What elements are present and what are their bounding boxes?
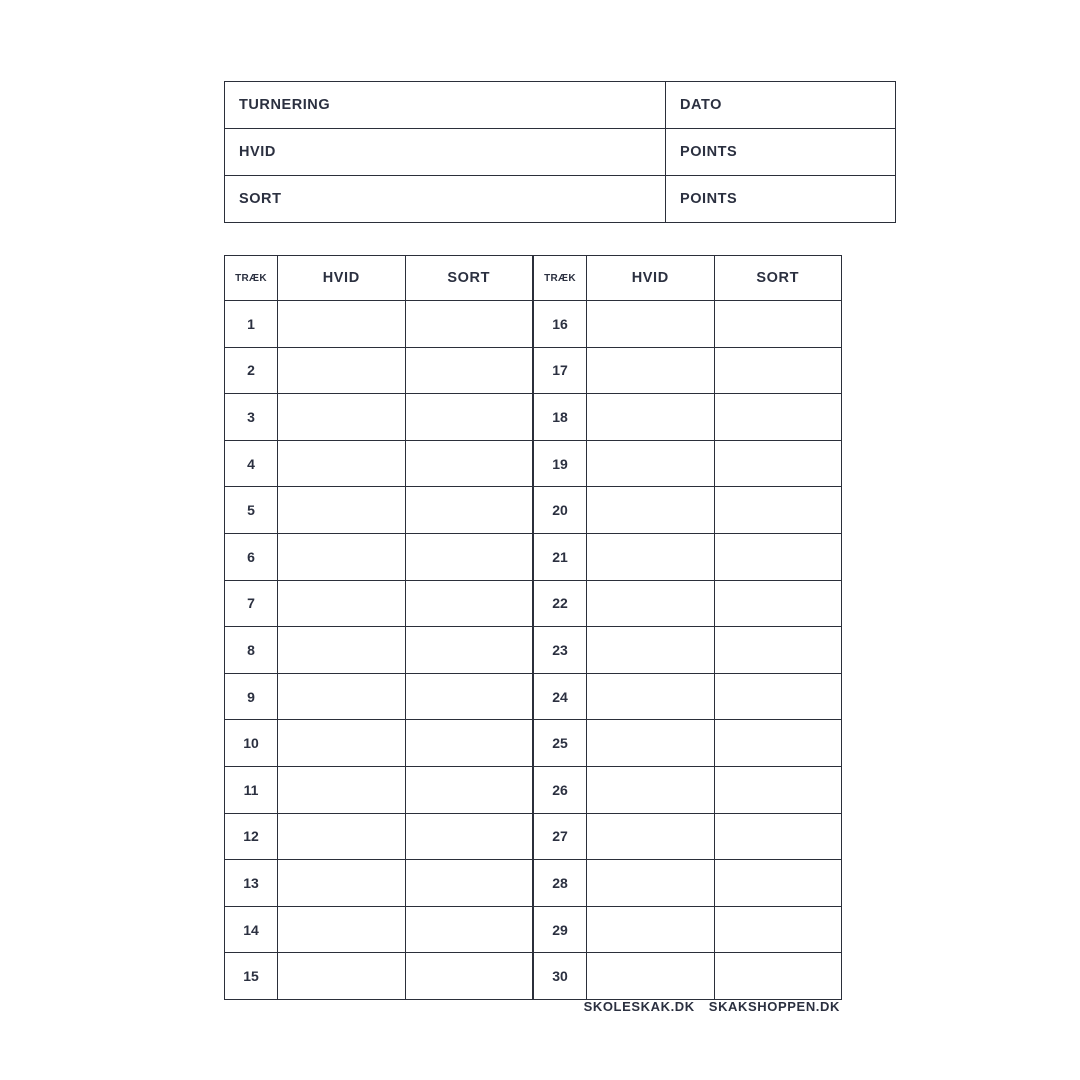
header-black-left: SORT <box>405 256 533 301</box>
move-number: 26 <box>534 766 587 813</box>
move-number: 30 <box>534 953 587 1000</box>
black-move-cell[interactable] <box>405 440 533 487</box>
black-move-cell[interactable] <box>405 580 533 627</box>
white-move-cell[interactable] <box>587 673 715 720</box>
table-row <box>534 906 842 953</box>
white-move-cell[interactable] <box>278 860 406 907</box>
move-number: 22 <box>534 580 587 627</box>
black-move-cell[interactable] <box>405 953 533 1000</box>
black-move-cell[interactable] <box>714 301 842 348</box>
black-move-cell[interactable] <box>714 720 842 767</box>
move-number: 18 <box>534 394 587 441</box>
move-number: 24 <box>534 673 587 720</box>
black-move-cell[interactable] <box>714 580 842 627</box>
black-move-cell[interactable] <box>714 860 842 907</box>
move-number: 6 <box>225 533 278 580</box>
footer-skakshoppen-text: SKAKSHOPPEN.DK <box>708 999 840 1014</box>
game-info-row-white <box>225 129 896 176</box>
table-row <box>534 301 842 348</box>
white-move-cell[interactable] <box>587 766 715 813</box>
black-move-cell[interactable] <box>714 953 842 1000</box>
black-move-cell[interactable] <box>714 813 842 860</box>
move-number: 15 <box>225 953 278 1000</box>
move-number: 29 <box>534 906 587 953</box>
table-row <box>534 394 842 441</box>
black-move-cell[interactable] <box>405 813 533 860</box>
table-row <box>534 533 842 580</box>
move-number: 2 <box>225 347 278 394</box>
table-row <box>225 533 533 580</box>
black-move-cell[interactable] <box>714 906 842 953</box>
white-points-label: POINTS <box>666 129 896 176</box>
header-white-left: HVID <box>278 256 406 301</box>
white-move-cell[interactable] <box>278 813 406 860</box>
white-move-cell[interactable] <box>278 673 406 720</box>
black-player-label: SORT <box>225 176 666 223</box>
table-row <box>225 627 533 674</box>
move-number: 3 <box>225 394 278 441</box>
header-move-number-left: TRÆK <box>225 256 278 301</box>
move-table-left <box>224 255 533 1000</box>
black-move-cell[interactable] <box>405 720 533 767</box>
black-move-cell[interactable] <box>405 301 533 348</box>
white-move-cell[interactable] <box>587 627 715 674</box>
black-move-cell[interactable] <box>714 766 842 813</box>
table-row <box>534 813 842 860</box>
footer-skoleskak-text: SKOLESKAK.DK <box>583 999 695 1014</box>
table-row <box>534 720 842 767</box>
white-move-cell[interactable] <box>278 580 406 627</box>
white-move-cell[interactable] <box>587 580 715 627</box>
white-move-cell[interactable] <box>587 533 715 580</box>
table-row <box>225 953 533 1000</box>
white-move-cell[interactable] <box>278 440 406 487</box>
white-move-cell[interactable] <box>587 720 715 767</box>
game-info-row-tournament <box>225 82 896 129</box>
white-player-label: HVID <box>225 129 666 176</box>
move-number: 11 <box>225 766 278 813</box>
table-row <box>534 627 842 674</box>
black-move-cell[interactable] <box>405 673 533 720</box>
table-row <box>225 347 533 394</box>
move-number: 25 <box>534 720 587 767</box>
move-number: 20 <box>534 487 587 534</box>
black-move-cell[interactable] <box>405 627 533 674</box>
black-move-cell[interactable] <box>714 440 842 487</box>
white-move-cell[interactable] <box>278 301 406 348</box>
white-move-cell[interactable] <box>278 720 406 767</box>
table-row <box>225 813 533 860</box>
table-row <box>225 580 533 627</box>
black-move-cell[interactable] <box>405 906 533 953</box>
move-number: 16 <box>534 301 587 348</box>
move-table-right-header-row <box>534 256 842 301</box>
move-number: 7 <box>225 580 278 627</box>
black-move-cell[interactable] <box>714 394 842 441</box>
white-move-cell[interactable] <box>587 813 715 860</box>
move-number: 13 <box>225 860 278 907</box>
table-row <box>225 766 533 813</box>
header-move-number-right: TRÆK <box>534 256 587 301</box>
table-row <box>225 673 533 720</box>
move-table-left-body <box>225 301 533 1000</box>
move-number: 10 <box>225 720 278 767</box>
move-number: 1 <box>225 301 278 348</box>
white-move-cell[interactable] <box>587 301 715 348</box>
black-move-cell[interactable] <box>714 533 842 580</box>
table-row <box>225 394 533 441</box>
black-points-label: POINTS <box>666 176 896 223</box>
black-move-cell[interactable] <box>405 347 533 394</box>
black-move-cell[interactable] <box>714 487 842 534</box>
date-label: DATO <box>666 82 896 129</box>
move-number: 8 <box>225 627 278 674</box>
table-row <box>534 487 842 534</box>
table-row <box>225 860 533 907</box>
white-move-cell[interactable] <box>587 487 715 534</box>
table-row <box>225 487 533 534</box>
move-table-right-head <box>534 256 842 301</box>
move-number: 5 <box>225 487 278 534</box>
table-row <box>534 673 842 720</box>
move-tables-container <box>224 255 840 1000</box>
table-row <box>225 906 533 953</box>
table-row <box>534 440 842 487</box>
black-move-cell[interactable] <box>405 394 533 441</box>
black-move-cell[interactable] <box>714 673 842 720</box>
table-row <box>534 860 842 907</box>
white-move-cell[interactable] <box>587 906 715 953</box>
white-move-cell[interactable] <box>278 347 406 394</box>
move-number: 9 <box>225 673 278 720</box>
black-move-cell[interactable] <box>714 627 842 674</box>
move-number: 14 <box>225 906 278 953</box>
table-row <box>225 720 533 767</box>
move-number: 19 <box>534 440 587 487</box>
white-move-cell[interactable] <box>587 394 715 441</box>
move-table-left-head <box>225 256 533 301</box>
white-move-cell[interactable] <box>278 766 406 813</box>
footer <box>224 999 840 1014</box>
header-white-right: HVID <box>587 256 715 301</box>
table-row <box>534 347 842 394</box>
game-info-table <box>224 81 896 223</box>
table-row <box>534 580 842 627</box>
table-row <box>225 301 533 348</box>
black-move-cell[interactable] <box>405 766 533 813</box>
header-black-right: SORT <box>714 256 842 301</box>
move-number: 21 <box>534 533 587 580</box>
white-move-cell[interactable] <box>278 953 406 1000</box>
white-move-cell[interactable] <box>278 533 406 580</box>
white-move-cell[interactable] <box>278 487 406 534</box>
move-number: 4 <box>225 440 278 487</box>
table-row <box>225 440 533 487</box>
move-table-right-body <box>534 301 842 1000</box>
move-table-left-header-row <box>225 256 533 301</box>
game-info-body <box>225 82 896 223</box>
black-move-cell[interactable] <box>405 860 533 907</box>
white-move-cell[interactable] <box>278 627 406 674</box>
move-table-right <box>533 255 842 1000</box>
black-move-cell[interactable] <box>405 533 533 580</box>
table-row <box>534 766 842 813</box>
move-number: 23 <box>534 627 587 674</box>
table-row <box>534 953 842 1000</box>
white-move-cell[interactable] <box>587 953 715 1000</box>
white-move-cell[interactable] <box>587 347 715 394</box>
move-number: 28 <box>534 860 587 907</box>
white-move-cell[interactable] <box>587 440 715 487</box>
tournament-label: TURNERING <box>225 82 666 129</box>
black-move-cell[interactable] <box>405 487 533 534</box>
move-number: 17 <box>534 347 587 394</box>
move-number: 27 <box>534 813 587 860</box>
white-move-cell[interactable] <box>278 906 406 953</box>
black-move-cell[interactable] <box>714 347 842 394</box>
white-move-cell[interactable] <box>587 860 715 907</box>
white-move-cell[interactable] <box>278 394 406 441</box>
game-info-row-black <box>225 176 896 223</box>
move-number: 12 <box>225 813 278 860</box>
